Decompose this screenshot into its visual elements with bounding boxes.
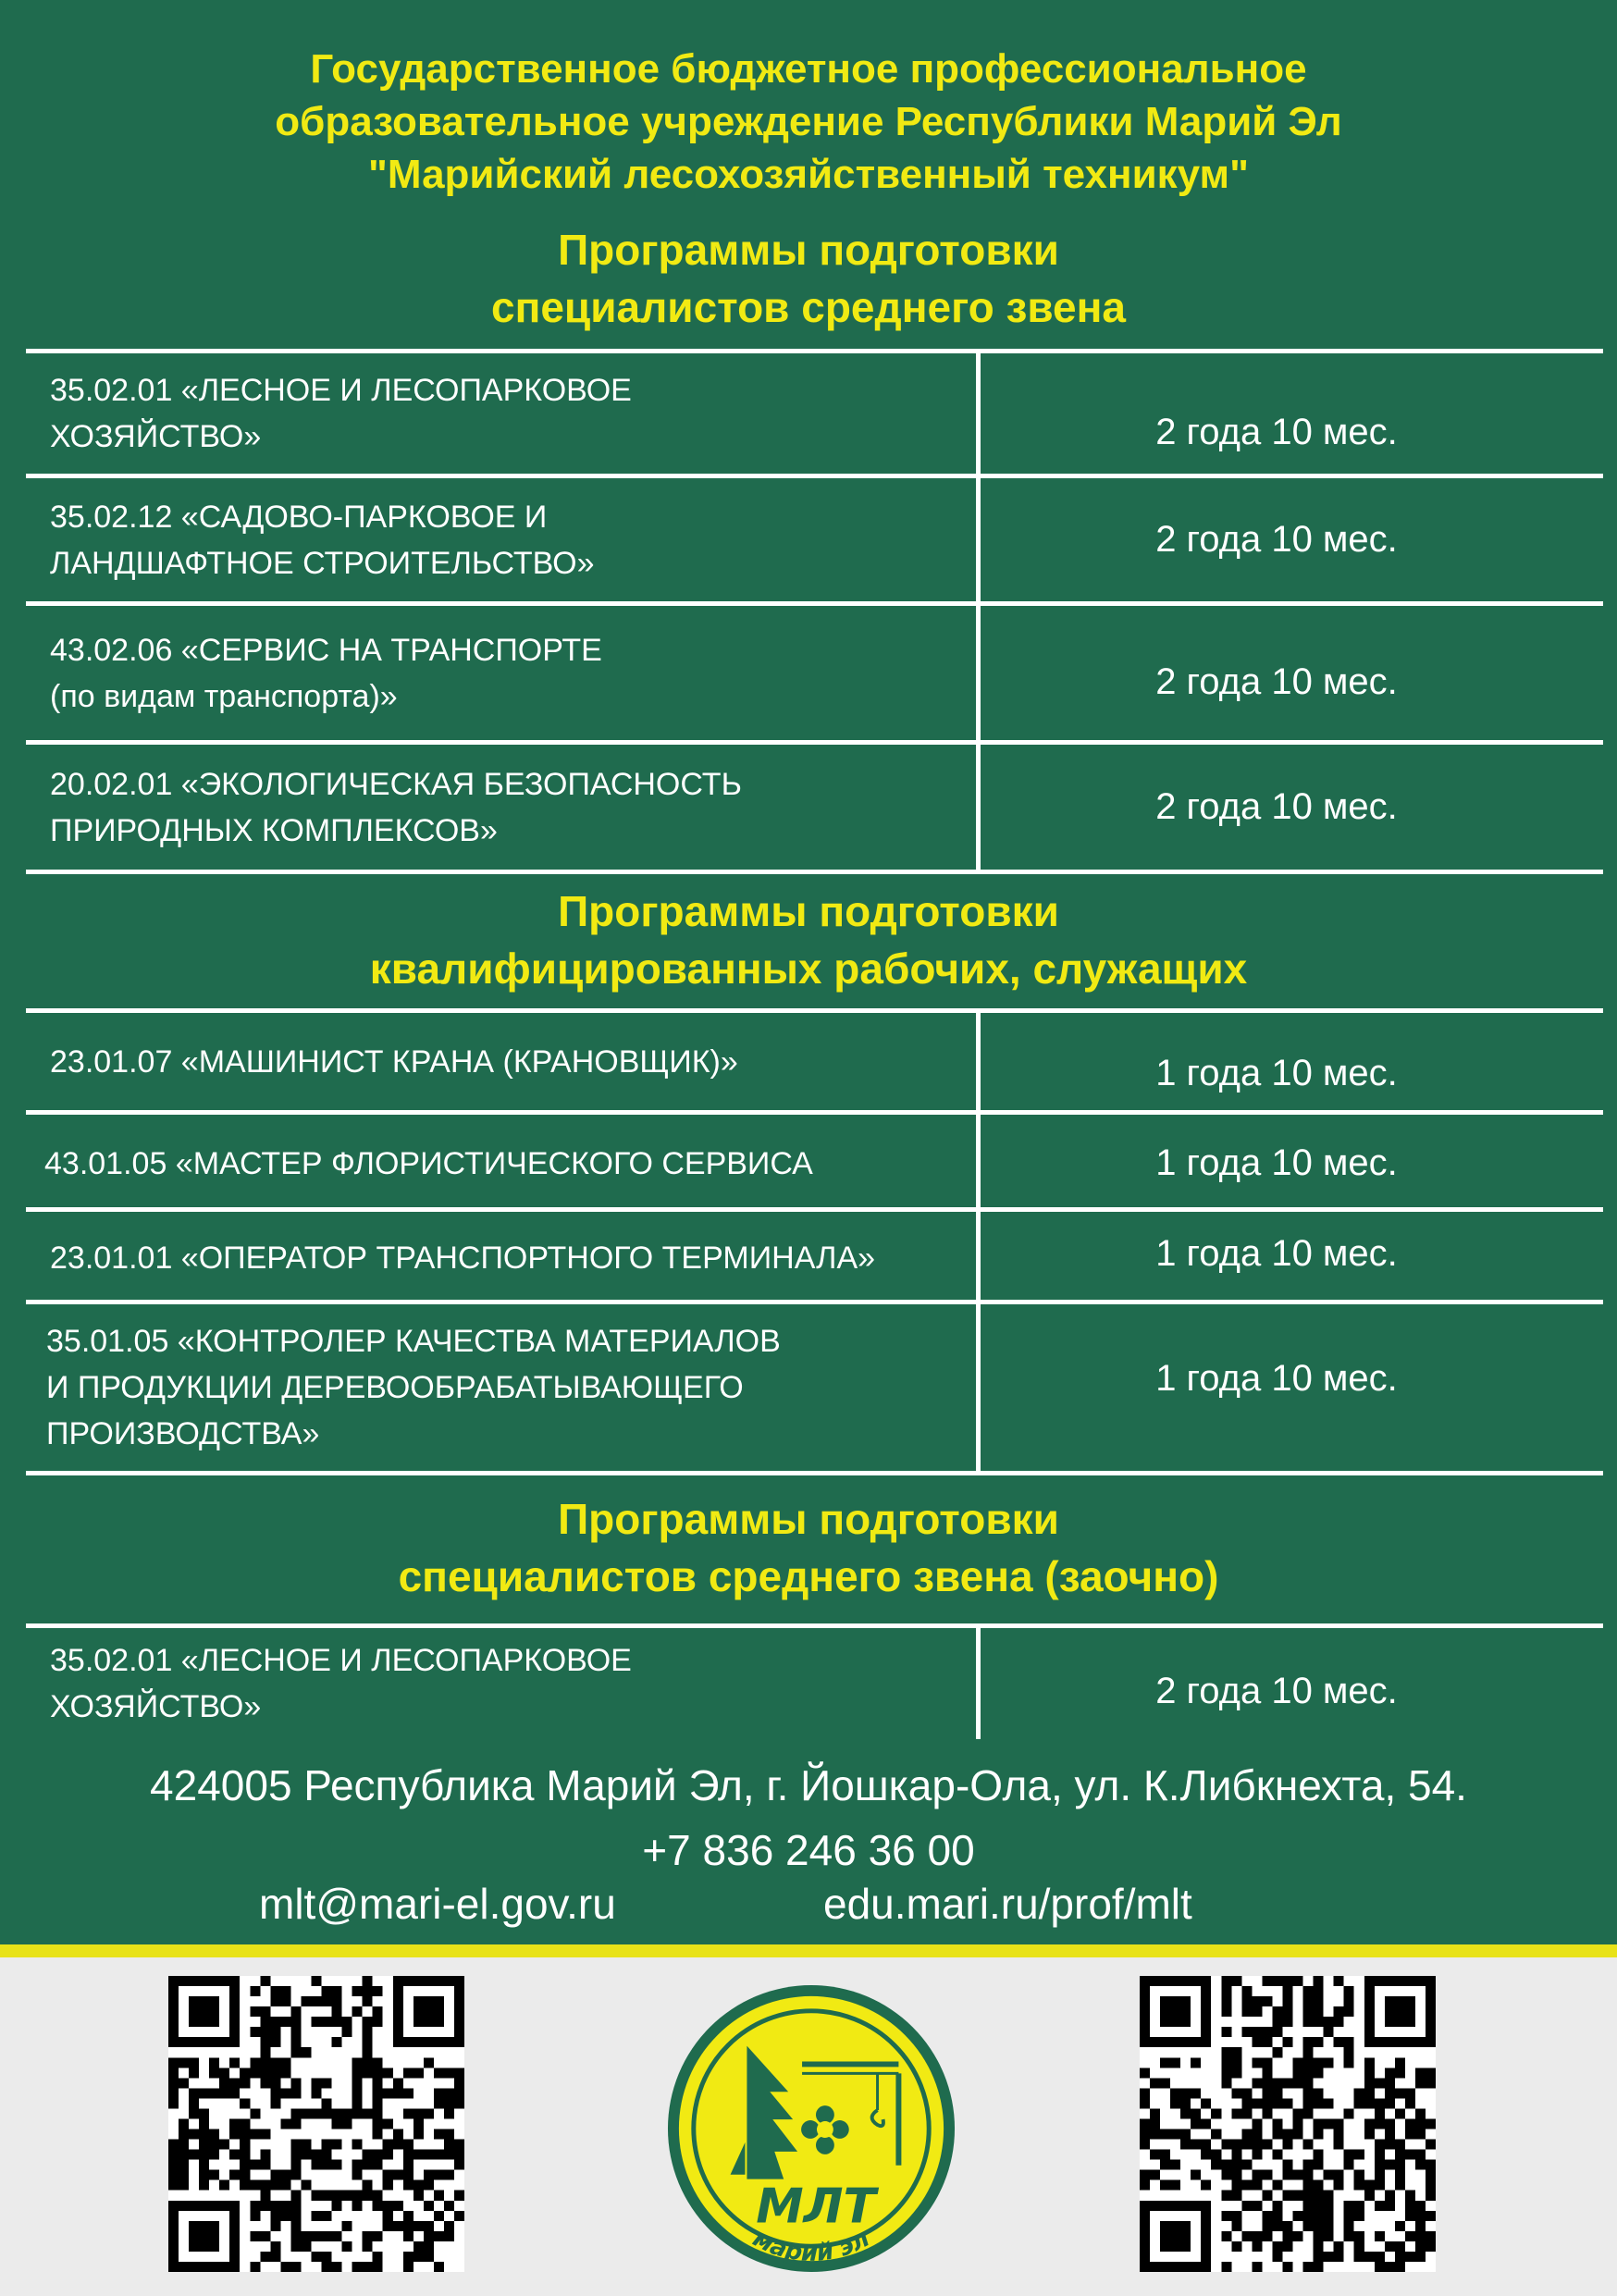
section-title-line: Программы подготовки: [558, 1495, 1059, 1543]
program-name: [50, 1013, 966, 1110]
program-name: [44, 1115, 960, 1212]
qr-code-icon: [1140, 1976, 1436, 2272]
program-name-line: (по видам транспорта)»: [50, 678, 398, 714]
section-title-line: специалистов среднего звена (заочно): [398, 1552, 1219, 1600]
program-duration: 1 года 10 мес.: [1155, 1142, 1398, 1183]
email-link[interactable]: mlt@mari-el.gov.ru: [259, 1880, 616, 1928]
program-name: [46, 1304, 962, 1471]
table-divider: [26, 1471, 1603, 1475]
program-name-line: ПРИРОДНЫХ КОМПЛЕКСОВ»: [50, 812, 498, 848]
program-name-line: ЛАНДШАФТНОЕ СТРОИТЕЛЬСТВО»: [50, 545, 595, 581]
program-name: [50, 606, 966, 740]
section-title-correspondence: [0, 1490, 1617, 1605]
section-title-specialists: [0, 221, 1617, 336]
program-duration: 2 года 10 мес.: [1155, 519, 1398, 560]
section-title-line: Программы подготовки: [558, 226, 1059, 274]
institution-title-line-1: Государственное бюджетное профессиональное: [310, 46, 1307, 92]
program-name: [50, 1212, 966, 1304]
section-title-workers: [0, 883, 1617, 997]
program-duration: 2 года 10 мес.: [1155, 1670, 1398, 1711]
program-duration: 1 года 10 мес.: [1155, 1053, 1398, 1093]
program-name-line: 20.02.01 «ЭКОЛОГИЧЕСКАЯ БЕЗОПАСНОСТЬ: [50, 766, 742, 802]
program-duration: 2 года 10 мес.: [1155, 786, 1398, 827]
website-link[interactable]: edu.mari.ru/prof/mlt: [823, 1880, 1192, 1928]
institution-title: [0, 43, 1617, 201]
address: 424005 Республика Марий Эл, г. Йошкар-Ола, ул. К.Либкнехта, 54.: [150, 1761, 1467, 1809]
program-name-line: 23.01.01 «ОПЕРАТОР ТРАНСПОРТНОГО ТЕРМИНАЛА»: [50, 1241, 876, 1276]
qr-code-right[interactable]: [1140, 1976, 1436, 2272]
program-name: [50, 353, 966, 474]
program-duration: 1 года 10 мес.: [1155, 1357, 1398, 1399]
section-title-line: специалистов среднего звена: [490, 283, 1126, 331]
logo-abbreviation: МЛТ: [756, 2179, 876, 2235]
section-title-line: квалифицированных рабочих, служащих: [369, 944, 1248, 993]
program-duration: 2 года 10 мес.: [1155, 411, 1398, 452]
program-name-line: 35.02.01 «ЛЕСНОЕ И ЛЕСОПАРКОВОЕ: [50, 1643, 632, 1678]
program-name-line: ХОЗЯЙСТВО»: [50, 1689, 262, 1724]
qr-code-left[interactable]: [168, 1976, 464, 2272]
program-name-line: ПРОИЗВОДСТВА»: [46, 1416, 320, 1451]
institution-title-line-3: "Марийский лесохозяйственный техникум": [368, 152, 1249, 197]
program-name-line: 35.02.12 «САДОВО-ПАРКОВОЕ И: [50, 499, 548, 535]
program-name: [50, 745, 966, 870]
institution-title-line-2: образовательное учреждение Республики Марий Эл: [275, 99, 1342, 144]
logo-emblem-icon: [664, 1981, 958, 2276]
table-divider: [26, 870, 1603, 874]
program-name-line: 43.02.06 «СЕРВИС НА ТРАНСПОРТЕ: [50, 632, 602, 668]
program-name-line: 35.01.05 «КОНТРОЛЕР КАЧЕСТВА МАТЕРИАЛОВ: [46, 1324, 781, 1359]
footer-stripe: [0, 1944, 1617, 1957]
qr-code-icon: [168, 1976, 464, 2272]
section-title-line: Программы подготовки: [558, 887, 1059, 935]
logo-arc-text: марий эл: [747, 2224, 875, 2267]
program-duration: 1 года 10 мес.: [1155, 1232, 1398, 1274]
program-name-line: ХОЗЯЙСТВО»: [50, 419, 262, 454]
program-name-line: И ПРОДУКЦИИ ДЕРЕВООБРАБАТЫВАЮЩЕГО: [46, 1370, 744, 1405]
program-name-line: 35.02.01 «ЛЕСНОЕ И ЛЕСОПАРКОВОЕ: [50, 373, 632, 408]
college-logo: [664, 1981, 958, 2276]
program-name: [50, 478, 966, 601]
program-name-line: 43.01.05 «МАСТЕР ФЛОРИСТИЧЕСКОГО СЕРВИСА: [44, 1145, 813, 1181]
phone[interactable]: +7 836 246 36 00: [642, 1826, 975, 1874]
program-duration: 2 года 10 мес.: [1155, 661, 1398, 702]
program-name: [50, 1628, 966, 1739]
program-name-line: 23.01.07 «МАШИНИСТ КРАНА (КРАНОВЩИК)»: [50, 1043, 738, 1080]
